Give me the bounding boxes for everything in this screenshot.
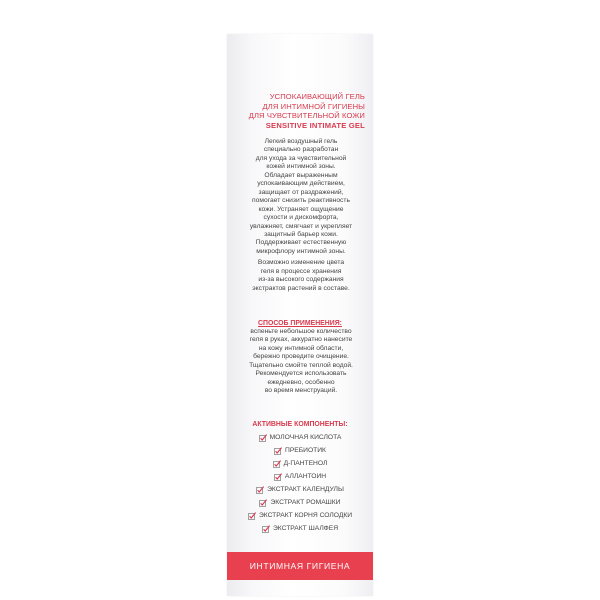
component-item (227, 483, 373, 496)
description-line: Обладает выраженным (264, 171, 338, 179)
description-paragraph (233, 259, 369, 293)
description-line: экстрактов растений в составе. (252, 284, 350, 292)
component-item (227, 470, 373, 483)
component-item (227, 509, 373, 522)
description-line: кожей интимной зоны. (266, 163, 336, 171)
title-line: ДЛЯ ИНТИМНОЙ ГИГИЕНЫ (262, 101, 365, 111)
title-english: SENSITIVE INTIMATE GEL (265, 120, 365, 130)
description-line: из-за высокого содержания (258, 276, 344, 284)
product-box (227, 34, 373, 596)
component-label: Д-ПАНТЕНОЛ (283, 460, 328, 467)
usage-line: вспеньте небольшое количество (250, 328, 352, 335)
component-label: ПРЕБИОТИК (285, 447, 326, 454)
usage-line: во время менструаций. (264, 387, 338, 395)
component-item (227, 496, 373, 509)
checkbox-icon (274, 473, 282, 481)
component-item (227, 431, 373, 444)
description-paragraph (233, 138, 369, 256)
usage-line: геля в руках, аккуратно нанесите (249, 336, 353, 344)
description-line: защищает от раздражений, (258, 188, 344, 196)
checkbox-icon (248, 512, 256, 520)
component-label: ЭКСТРАКТ КОРНЯ СОЛОДКИ (258, 512, 353, 519)
checkbox-icon (274, 447, 282, 455)
component-item (227, 457, 373, 470)
category-band (227, 552, 373, 580)
checkbox-icon (259, 434, 267, 442)
product-title (235, 92, 365, 130)
checkbox-icon (256, 486, 264, 494)
category-label: ИНТИМНАЯ ГИГИЕНА (249, 561, 351, 571)
component-label: МОЛОЧНАЯ КИСЛОТА (269, 434, 342, 441)
description-line: специально разработан (263, 146, 339, 154)
usage-line: на кожу интимной области, (258, 344, 344, 352)
description-line: для ухода за чувствительной (255, 154, 347, 162)
usage-line: Тщательно смойте теплой водой. (249, 361, 353, 369)
usage-line: Рекомендуется использовать (255, 370, 347, 378)
description-line: помогает снизить реактивность (252, 197, 350, 205)
checkbox-icon (259, 499, 267, 507)
description-line: Поддерживает естественную (255, 239, 347, 247)
description-line: геля в процессе хранения (260, 267, 342, 275)
components-title: АКТИВНЫЕ КОМПОНЕНТЫ: (252, 421, 348, 428)
usage-instructions (233, 328, 369, 396)
component-label: АЛЛАНТОИН (284, 473, 327, 480)
component-item (227, 444, 373, 457)
description-line: успокаивающим действием, (257, 180, 345, 188)
components-list (227, 431, 373, 535)
title-line: ДЛЯ ЧУВСТВИТЕЛЬНОЙ КОЖИ (248, 111, 365, 121)
component-label: ЭКСТРАКТ КАЛЕНДУЛЫ (267, 486, 344, 493)
checkbox-icon (273, 460, 281, 468)
title-line: УСПОКАИВАЮЩИЙ ГЕЛЬ (269, 92, 365, 101)
product-description (233, 138, 369, 293)
usage-line: ежедневно, особенно (267, 378, 335, 386)
description-line: микрофлору интимной зоны. (256, 247, 346, 255)
usage-title: СПОСОБ ПРИМЕНЕНИЯ: (258, 320, 342, 327)
usage-line: бережно проведите очищение. (253, 353, 349, 361)
description-line: Легкий воздушный гель (264, 138, 338, 145)
component-item (227, 522, 373, 535)
description-line: сухости и дискомфорта, (263, 214, 339, 222)
description-line: Возможно изменение цвета (257, 259, 345, 267)
description-line: защитный барьер кожи. (264, 230, 338, 238)
description-line: увлажняет, смягчает и укрепляет (249, 222, 353, 230)
component-label: ЭКСТРАКТ ШАЛФЕЯ (272, 525, 339, 532)
checkbox-icon (262, 525, 270, 533)
component-label: ЭКСТРАКТ РОМАШКИ (270, 499, 341, 506)
description-line: кожи. Устраняет ощущение (258, 205, 344, 213)
